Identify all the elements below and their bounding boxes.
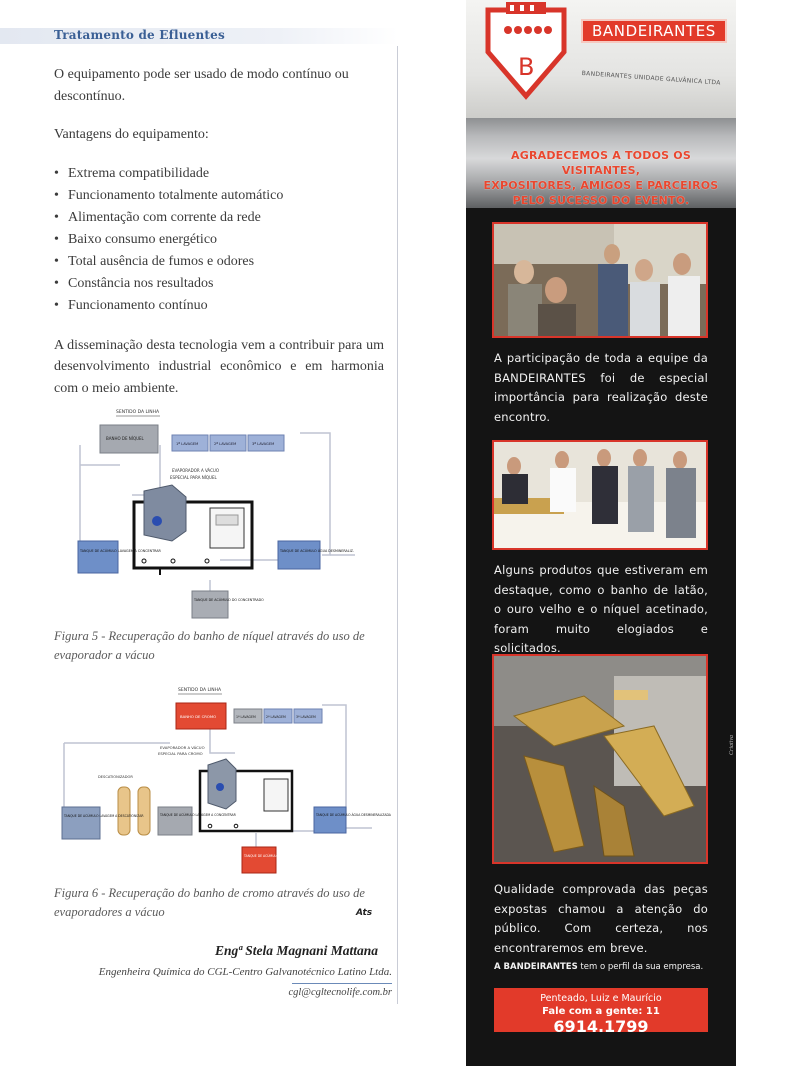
svg-text:2ª LAVAGEM: 2ª LAVAGEM xyxy=(214,442,237,446)
column-divider xyxy=(397,46,398,1004)
svg-text:TANQUE DE ACÚMULO ÁGUA DESMINE: TANQUE DE ACÚMULO ÁGUA DESMINERALIZADA xyxy=(316,813,391,817)
svg-text:ESPECIAL PARA NÍQUEL: ESPECIAL PARA NÍQUEL xyxy=(170,475,217,480)
tank-right-label: TANQUE DE ACÚMULO ÁGUA DESMINERALIZ. xyxy=(280,549,354,553)
svg-text:EVAPORADOR A VÁCUO: EVAPORADOR A VÁCUO xyxy=(160,745,205,750)
contact-names: Penteado, Luiz e Maurício xyxy=(540,993,662,1004)
list-item: • Extrema compatibilidade xyxy=(54,163,384,185)
figure-5-diagram xyxy=(60,405,360,620)
contact-box[interactable] xyxy=(494,988,708,1036)
svg-text:SENTIDO DA LINHA: SENTIDO DA LINHA xyxy=(178,688,222,693)
figure-6-caption: Figura 6 - Recuperação do banho de cromo através do uso de evaporadores a vácuo xyxy=(54,886,365,919)
svg-text:TANQUE DE ACÚMULO LAVAGEM A CO: TANQUE DE ACÚMULO LAVAGEM A CONCENTRAR xyxy=(160,813,236,817)
tank-bottom-label: TANQUE DE ACÚMULO DO CONCENTRADO xyxy=(194,598,264,602)
photo-team-stand xyxy=(492,440,708,550)
contact-phone: 6914.1799 xyxy=(553,1017,649,1036)
figure-5-caption: Figura 5 - Recuperação do banho de níquel através do uso de evaporador a vácuo xyxy=(54,629,365,662)
tank-left-label: TANQUE DE ACÚMULO LAVAGEM A CONCENTRAR xyxy=(80,549,161,553)
advantages-list xyxy=(54,163,384,317)
svg-text:ESPECIAL PARA CROMO: ESPECIAL PARA CROMO xyxy=(158,751,203,756)
author-name: Engª Stela Magnani Mattana xyxy=(214,943,378,958)
evaporator-unit xyxy=(134,485,252,575)
evaporator-unit xyxy=(200,759,292,831)
bath-label: BANHO DE NÍQUEL xyxy=(106,436,144,441)
svg-text:2ª LAVAGEM: 2ª LAVAGEM xyxy=(266,715,286,719)
svg-text:EVAPORADOR A VÁCUO: EVAPORADOR A VÁCUO xyxy=(172,468,219,473)
brand-subtitle: BANDEIRANTES UNIDADE GALVÂNICA LTDA xyxy=(581,70,721,87)
author-role: Engenheira Química do CGL-Centro Galvanotécnico Latino Ltda. xyxy=(98,966,392,978)
section-title: Tratamento de Efluentes xyxy=(54,28,225,42)
svg-text:BANHO DE CROMO: BANHO DE CROMO xyxy=(180,714,217,719)
direction-label: SENTIDO DA LINHA xyxy=(116,410,160,415)
ad-text-participation: A participação de toda a equipe da BANDEIRANTES foi de especial importância para realização deste encontro. xyxy=(494,351,708,424)
author-email[interactable]: cgl@cgltecnolife.com.br xyxy=(288,987,392,998)
ad-thanks-message: AGRADECEMOS A TODOS OS VISITANTES, EXPOSITORES, AMIGOS E PARCEIROS PELO SUCESSO DO EVENTO. xyxy=(483,149,719,207)
ad-text-products: Alguns produtos que estiveram em destaque, como o banho de latão, o ouro velho e o níquel acetinado, foram muito elogiados e solicitados. xyxy=(494,563,708,655)
svg-text:3ª LAVAGEM: 3ª LAVAGEM xyxy=(252,442,275,446)
bandeirantes-advertisement xyxy=(466,0,736,1066)
list-item: • Constância nos resultados xyxy=(54,273,384,295)
svg-text:DESCATIONIZADOR: DESCATIONIZADOR xyxy=(98,775,133,779)
svg-text:3ª LAVAGEM: 3ª LAVAGEM xyxy=(296,715,316,719)
bandeirantes-logo-icon xyxy=(480,0,572,100)
svg-text:1ª LAVAGEM: 1ª LAVAGEM xyxy=(176,442,199,446)
list-item: • Funcionamento contínuo xyxy=(54,295,384,317)
paragraph-conclusion: A disseminação desta tecnologia vem a contribuir para um desenvolvimento industrial econômico e em harmonia com o meio ambiente. xyxy=(54,337,384,396)
list-item: • Baixo consumo energético xyxy=(54,229,384,251)
figure-6-diagram xyxy=(60,683,391,879)
deionizer-columns xyxy=(118,787,150,835)
svg-text:TANQUE DE ACÚMULO DO CONCENTRA: TANQUE DE ACÚMULO DO CONCENTRADO xyxy=(244,854,310,858)
contact-phone-line: Fale com a gente: 11 6914.1799 xyxy=(542,1006,660,1036)
paragraph-advantages-intro: Vantagens do equipamento: xyxy=(54,127,209,142)
svg-text:1ª LAVAGEM: 1ª LAVAGEM xyxy=(236,715,256,719)
ad-tagline: A BANDEIRANTES tem o perfil da sua empresa. xyxy=(494,962,704,972)
svg-text:TANQUE DE ACÚMULO LAVAGEM A DE: TANQUE DE ACÚMULO LAVAGEM A DESCATIONIZAR xyxy=(64,814,144,818)
list-item: • Funcionamento totalmente automático xyxy=(54,185,384,207)
brand-name: BANDEIRANTES xyxy=(581,19,727,43)
list-item: • Alimentação com corrente da rede xyxy=(54,207,384,229)
article-body xyxy=(54,64,384,416)
photo-brass-parts xyxy=(492,654,708,864)
photo-credit: Criativa xyxy=(729,734,736,756)
photo-team-visitors xyxy=(492,222,708,338)
svg-text:B: B xyxy=(518,53,535,81)
byline-divider xyxy=(292,983,392,984)
ad-text-quality: Qualidade comprovada das peças expostas chamou a atenção do público. Com certeza, nos encontraremos em breve. xyxy=(494,882,708,955)
diagram-mark: Ats xyxy=(356,908,373,918)
list-item: • Total ausência de fumos e odores xyxy=(54,251,384,273)
paragraph-mode: O equipamento pode ser usado de modo contínuo ou descontínuo. xyxy=(54,67,349,104)
